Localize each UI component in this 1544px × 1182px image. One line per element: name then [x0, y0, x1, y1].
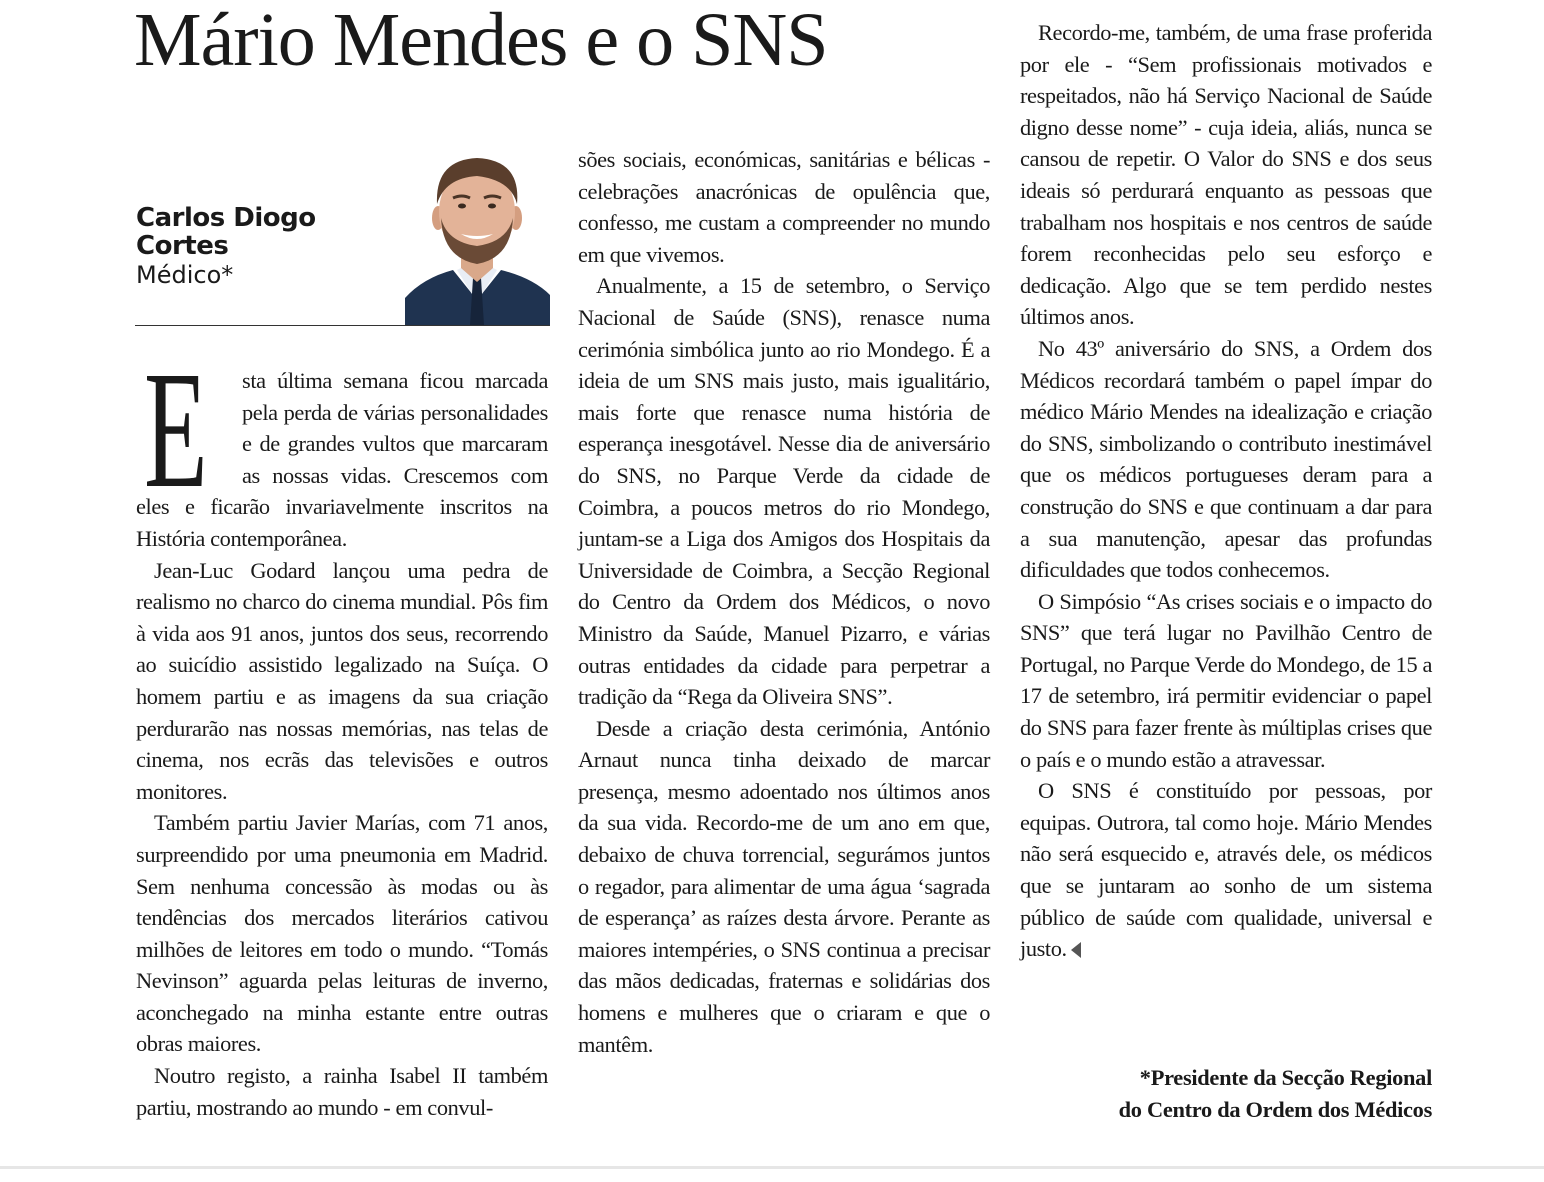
- byline: [136, 204, 406, 290]
- paragraph-10: O SNS é constituído por pessoas, por equipas. Outrora, tal como hoje. Mário Mendes não será esquecido e, através dele, os médicos que se juntaram ao sonho de um sistema público de saúde com qualidade, universal e justo.: [1020, 778, 1432, 962]
- article-column-3: [1020, 17, 1432, 965]
- author-role: Médico*: [136, 261, 234, 289]
- paragraph-4-continued: sões sociais, económicas, sanitárias e bélicas - celebrações anacrónicas de opulência que, confesso, me custam a compreender no mundo em que vivemos.: [578, 147, 990, 267]
- paragraph-8: No 43º aniversário do SNS, a Ordem dos Médicos recordará também o papel ímpar do médico Mário Mendes na idealização e criação do SNS, simbolizando o contributo inestimável que os médicos portugueses deram para a construção do SNS e que continuam a dar para a sua manutenção, apesar das profundas dificuldades que todos conhecemos.: [1020, 335, 1432, 583]
- byline-divider: [135, 325, 550, 326]
- page-bottom-rule: [0, 1166, 1544, 1169]
- author-name-line1: Carlos Diogo: [136, 203, 316, 233]
- paragraph-5: Anualmente, a 15 de setembro, o Serviço Nacional de Saúde (SNS), renasce numa cerimónia simbólica junto ao rio Mondego. É a ideia de um SNS mais justo, mais igualitário, mais forte que renasce numa história de esperança inesgotável. Nesse dia de aniversário do SNS, no Parque Verde da cidade de Coimbra, a poucos metros do rio Mondego, juntam-se a Liga dos Amigos dos Hospitais da Universidade de Coimbra, a Secção Regional do Centro da Ordem dos Médicos, o novo Ministro da Saúde, Manuel Pizarro, e várias outras entidades da cidade para perpetrar a tradição da “Rega da Oliveira SNS”.: [578, 273, 990, 710]
- paragraph-4: Noutro registo, a rainha Isabel II também partiu, mostrando ao mundo - em convul-: [136, 1063, 548, 1120]
- article-column-1: [136, 337, 548, 1123]
- article-column-2: [578, 144, 990, 1060]
- paragraph-3: Também partiu Javier Marías, com 71 anos, surpreendido por uma pneumonia em Madrid. Sem nenhuma concessão às modas ou às tendências dos mercados literários cativou milhões de leitores em todo o mundo. “Tomás Nevinson” aguarda pelas leituras de inverno, aconchegado na minha estante entre outras obras maiores.: [136, 810, 548, 1057]
- end-of-article-icon: [1071, 942, 1081, 958]
- drop-cap: E: [144, 337, 208, 523]
- author-footnote: [1020, 1062, 1432, 1125]
- author-photo: [405, 150, 550, 325]
- footnote-line-1: *Presidente da Secção Regional: [1139, 1065, 1432, 1090]
- paragraph-1: E sta última semana ficou marcada pela perda de várias personalidades e de grandes vultos que marcaram as nossas vidas. Crescemos com eles e ficarão invariavelmente inscritos na História contemporânea.: [136, 337, 548, 551]
- headline: Mário Mendes e o SNS: [134, 0, 828, 82]
- paragraph-9: O Simpósio “As crises sociais e o impacto do SNS” que terá lugar no Pavilhão Centro de Portugal, no Parque Verde do Mondego, de 15 a 17 de setembro, irá permitir evidenciar o papel do SNS para fazer frente às múltiplas crises que o país e o mundo estão a atravessar.: [1020, 588, 1432, 772]
- paragraph-6: Desde a criação desta cerimónia, António Arnaut nunca tinha deixado de marcar presença, mesmo adoentado nos últimos anos da sua vida. Recordo-me de um ano em que, debaixo de chuva torrencial, segurámos juntos o regador, para alimentar de uma água ‘sagrada de esperança’ as raízes desta árvore. Perante as maiores intempéries, o SNS continua a precisar das mãos dedicadas, fraternas e solidárias dos homens e mulheres que o criaram e que o mantêm.: [578, 715, 990, 1057]
- paragraph-7: Recordo-me, também, de uma frase proferida por ele - “Sem profissionais motivados e respeitados, não há Serviço Nacional de Saúde digno desse nome” - cuja ideia, aliás, nunca se cansou de repetir. O Valor do SNS e dos seus ideais só perdurará enquanto as pessoas que trabalham nos hospitais e nos centros de saúde forem reconhecidas pelo seu esforço e dedicação. Algo que se tem perdido nestes últimos anos.: [1020, 20, 1432, 330]
- paragraph-2: Jean-Luc Godard lançou uma pedra de realismo no charco do cinema mundial. Pôs fim à vida aos 91 anos, juntos dos seus, recorrendo ao suicídio assistido legalizado na Suíça. O homem partiu e as imagens da sua criação perdurarão nas nossas memórias, nas telas de cinema, nos ecrãs das televisões e outros monitores.: [136, 557, 548, 804]
- author-name-line2: Cortes: [136, 231, 229, 261]
- footnote-line-2: do Centro da Ordem dos Médicos: [1118, 1096, 1432, 1122]
